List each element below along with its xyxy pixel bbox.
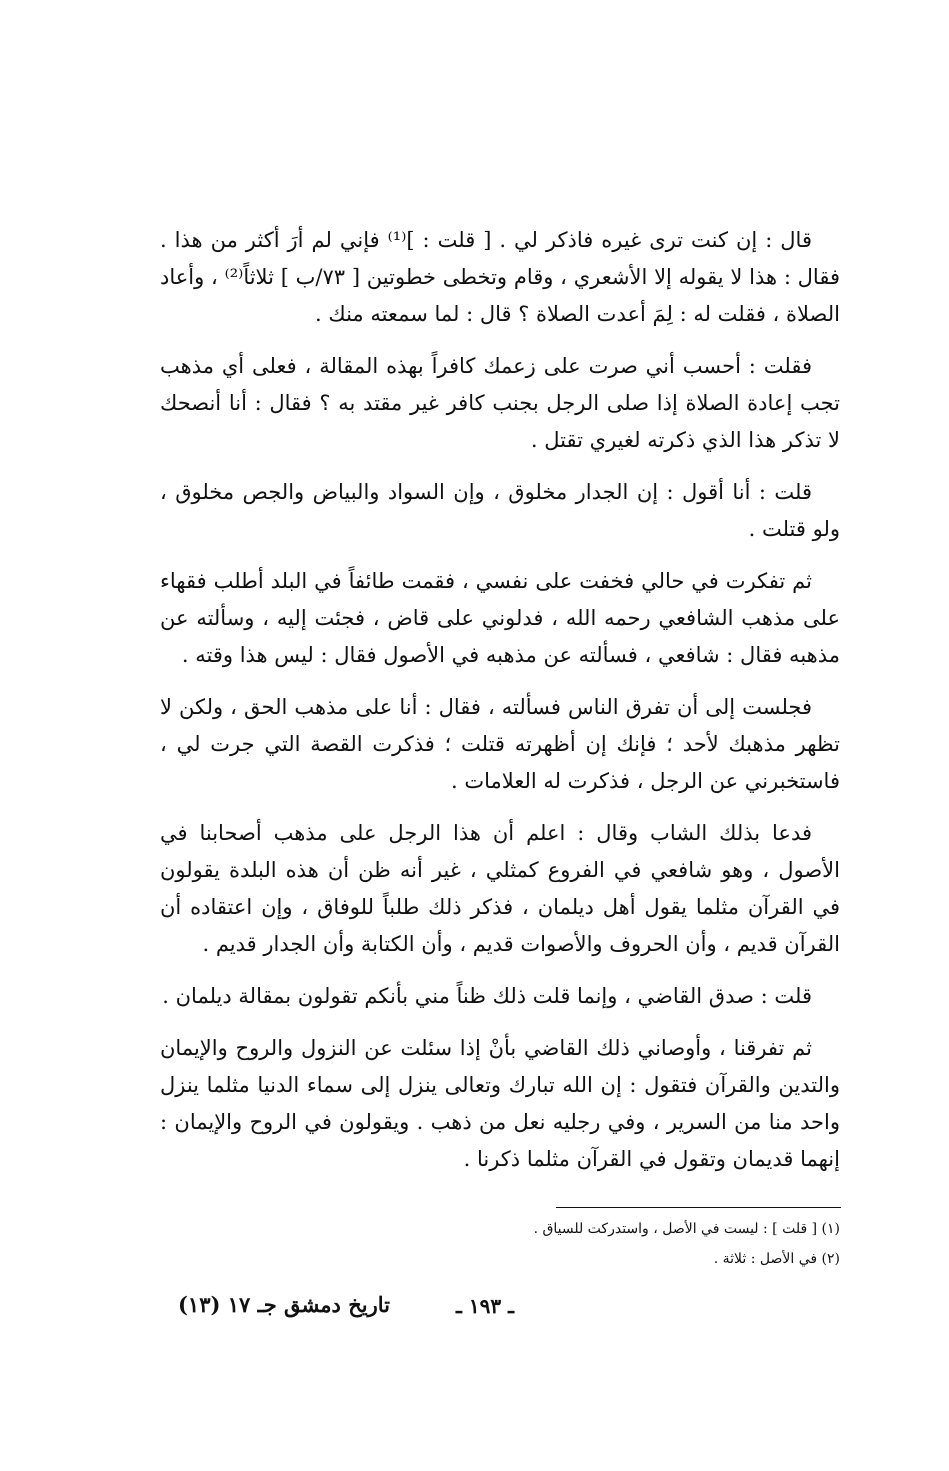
page-number: ـ ١٩٣ ـ (456, 1294, 514, 1318)
paragraph-5: فجلست إلى أن تفرق الناس فسألته ، فقال : أنا على مذهب الحق ، ولكن لا تظهر مذهبك لأحد ؛ فإنك إن أظهرته قتلت ؛ فذكرت القصة التي جرت لي ، فاستخبرني عن الرجل ، فذكرت له العلامات . (160, 695, 840, 793)
main-text-block (160, 222, 840, 1193)
footnote-2: (٢) في الأصل : ثلاثة . (713, 1251, 840, 1267)
paragraph-6: فدعا بذلك الشاب وقال : اعلم أن هذا الرجل على مذهب أصحابنا في الأصول ، وهو شافعي في الفروع كمثلي ، غير أنه ظن أن هذه البلدة يقولون في القرآن مثلما يقول أهل ديلمان ، فذكر ذلك طلباً للوفاق ، وإن اعتقاده أن القرآن قديم ، وأن الحروف والأصوات قديم ، وأن الكتابة وأن الجدار قديم . (160, 821, 840, 956)
paragraph-2: فقلت : أحسب أني صرت على زعمك كافراً بهذه المقالة ، فعلى أي مذهب تجب إعادة الصلاة إذا صلى الرجل بجنب كافر غير مقتد به ؟ فقال : أنا أنصحك لا تذكر هذا الذي ذكرته لغيري تقتل . (160, 354, 840, 452)
paragraph-4: ثم تفكرت في حالي فخفت على نفسي ، فقمت طائفاً في البلد أطلب فقهاء على مذهب الشافعي رحمه الله ، فدلوني على قاض ، فجئت إليه ، وسألته عن مذهبه فقال : شافعي ، فسألته عن مذهبه في الأصول فقال : ليس هذا وقته . (160, 569, 840, 667)
footnote-divider (556, 1207, 841, 1208)
paragraph-8: ثم تفرقنا ، وأوصاني ذلك القاضي بأنْ إذا سئلت عن النزول والروح والإيمان والتدين والقرآن فتقول : إن الله تبارك وتعالى ينزل إلى سماء الدنيا مثلما ينزل واحد منا من السرير ، وفي رجليه نعل من ذهب . ويقولون في الروح والإيمان : إنهما قديمان وتقول في القرآن مثلما ذكرنا . (160, 1036, 840, 1171)
footnotes (400, 1214, 840, 1274)
paragraph-7: قلت : صدق القاضي ، وإنما قلت ذلك ظناً مني بأنكم تقولون بمقالة ديلمان . (162, 984, 812, 1008)
paragraph-3: قلت : أنا أقول : إن الجدار مخلوق ، وإن السواد والبياض والجص مخلوق ، ولو قتلت . (160, 480, 840, 541)
paragraph-1: قال : إن كنت ترى غيره فاذكر لي . [ قلت : ]⁽¹⁾ فإني لم أرَ أكثر من هذا . فقال : هذا لا يقوله إلا الأشعري ، وقام وتخطى خطوتين [ ٧٣/ب ] ثلاثاً⁽²⁾ ، وأعاد الصلاة ، فقلت له : لِمَ أعدت الصلاة ؟ قال : لما سمعته منك . (160, 228, 840, 326)
footnote-1: (١) [ قلت ] : ليست في الأصل ، واستدركت للسياق . (533, 1221, 840, 1237)
footer-source: تاريخ دمشق جـ ١٧ (١٣) (177, 1292, 390, 1317)
